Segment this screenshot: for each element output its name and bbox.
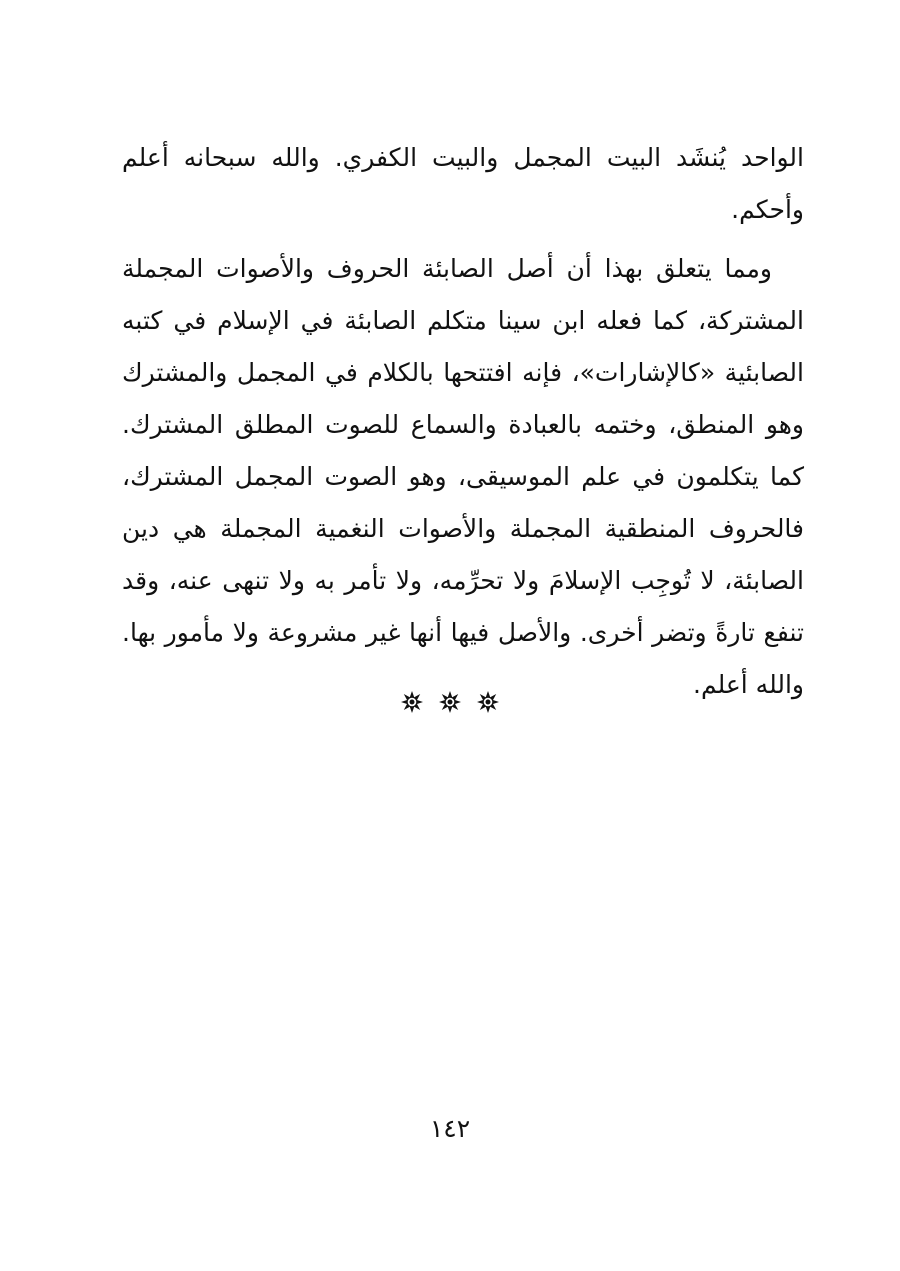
paragraph-closing-text: الواحد يُنشَد البيت المجمل والبيت الكفري. والله سبحانه أعلم وأحكم. [122,143,804,224]
ornament-star-icon [400,690,424,714]
ornament-star-icon [438,690,462,714]
paragraph-sabians-text: ومما يتعلق بهذا أن أصل الصابئة الحروف والأصوات المجملة المشتركة، كما فعله ابن سينا متكلم الصابئة في الإسلام في كتبه الصابئية «كالإشارات»، فإنه افتتحها بالكلام في المجمل والمشترك وهو المنطق، وختمه بالعبادة والسماع للصوت المطلق المشترك. كما يتكلمون في علم الموسيقى، وهو الصوت المجمل المشترك، فالحروف المنطقية المجملة والأصوات النغمية المجملة هي دين الصابئة، لا تُوجِب الإسلامَ ولا تحرِّمه، ولا تأمر به ولا تنهى عنه، وقد تنفع تارةً وتضر أخرى. والأصل فيها أنها غير مشروعة ولا مأمور بها. والله أعلم. [122,254,804,699]
page-number: ١٤٢ [429,1114,471,1143]
main-text [122,132,804,711]
ornament-star-icon [476,690,500,714]
section-separator [0,690,900,714]
